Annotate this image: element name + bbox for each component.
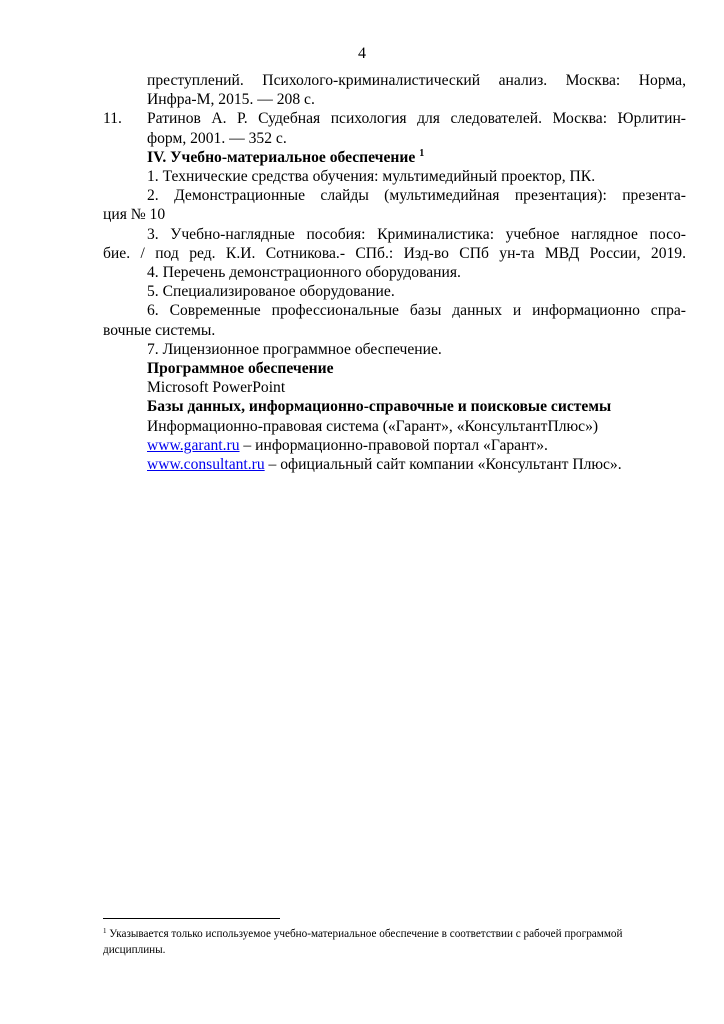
list-item: 1. Технические средства обучения: мультимедийный проектор, ПК. — [147, 168, 596, 186]
footnote-text: Указывается только используемое учебно-материальное обеспечение в соответствии с рабочей программой дисциплины. — [103, 928, 623, 956]
list-item: 5. Специализированое оборудование. — [147, 283, 395, 301]
list-item-continuation: ция № 10 — [103, 206, 166, 224]
list-item-continuation: бие. / под ред. К.И. Сотникова.- СПб.: Изд-во СПб ун-та МВД России, 2019. — [103, 244, 686, 262]
page-content — [103, 71, 686, 474]
garant-line — [103, 436, 686, 455]
list-item-continuation: вочные системы. — [103, 321, 216, 339]
page-number: 4 — [358, 45, 366, 62]
consultant-description: – официальный сайт компании «Консультант Плюс». — [264, 456, 622, 474]
reference-number: 11. — [103, 110, 122, 128]
footnote-reference[interactable]: 1 — [419, 147, 425, 159]
databases-heading: Базы данных, информационно-справочные и поисковые системы — [147, 398, 612, 416]
list-item: 4. Перечень демонстрационного оборудования. — [147, 264, 461, 282]
databases-line: Информационно-правовая система («Гарант», «КонсультантПлюс») — [147, 417, 599, 435]
software-item: Microsoft PowerPoint — [147, 379, 286, 397]
list-item: 6. Современные профессиональные базы данных и информационно спра- — [147, 302, 686, 320]
footnote — [103, 926, 683, 958]
section-heading — [103, 148, 686, 167]
consultant-link[interactable]: www.consultant.ru — [147, 456, 265, 474]
footnote-divider — [103, 918, 280, 919]
footnote-marker: 1 — [103, 927, 107, 935]
garant-link[interactable]: www.garant.ru — [147, 436, 240, 454]
garant-description: – информационно-правовой портал «Гарант». — [239, 436, 548, 454]
list-item: 2. Демонстрационные слайды (мультимедийная презентация): презента- — [147, 187, 686, 205]
list-item: 3. Учебно-наглядные пособия: Криминалистика: учебное наглядное посо- — [147, 225, 686, 243]
reference-continuation-line: Инфра-М, 2015. — 208 с. — [147, 91, 315, 109]
software-heading: Программное обеспечение — [147, 360, 334, 378]
reference-continuation-line: преступлений. Психолого-криминалистический анализ. Москва: Норма, — [147, 72, 686, 89]
reference-text-line: форм, 2001. — 352 с. — [147, 129, 287, 147]
section-heading-text: IV. Учебно-материальное обеспечение — [147, 148, 416, 166]
list-item: 7. Лицензионное программное обеспечение. — [147, 340, 442, 358]
reference-text-line: Ратинов А. Р. Судебная психология для следователей. Москва: Юрлитин- — [147, 110, 686, 128]
consultant-line — [103, 455, 686, 474]
reference-item-11 — [103, 109, 686, 147]
